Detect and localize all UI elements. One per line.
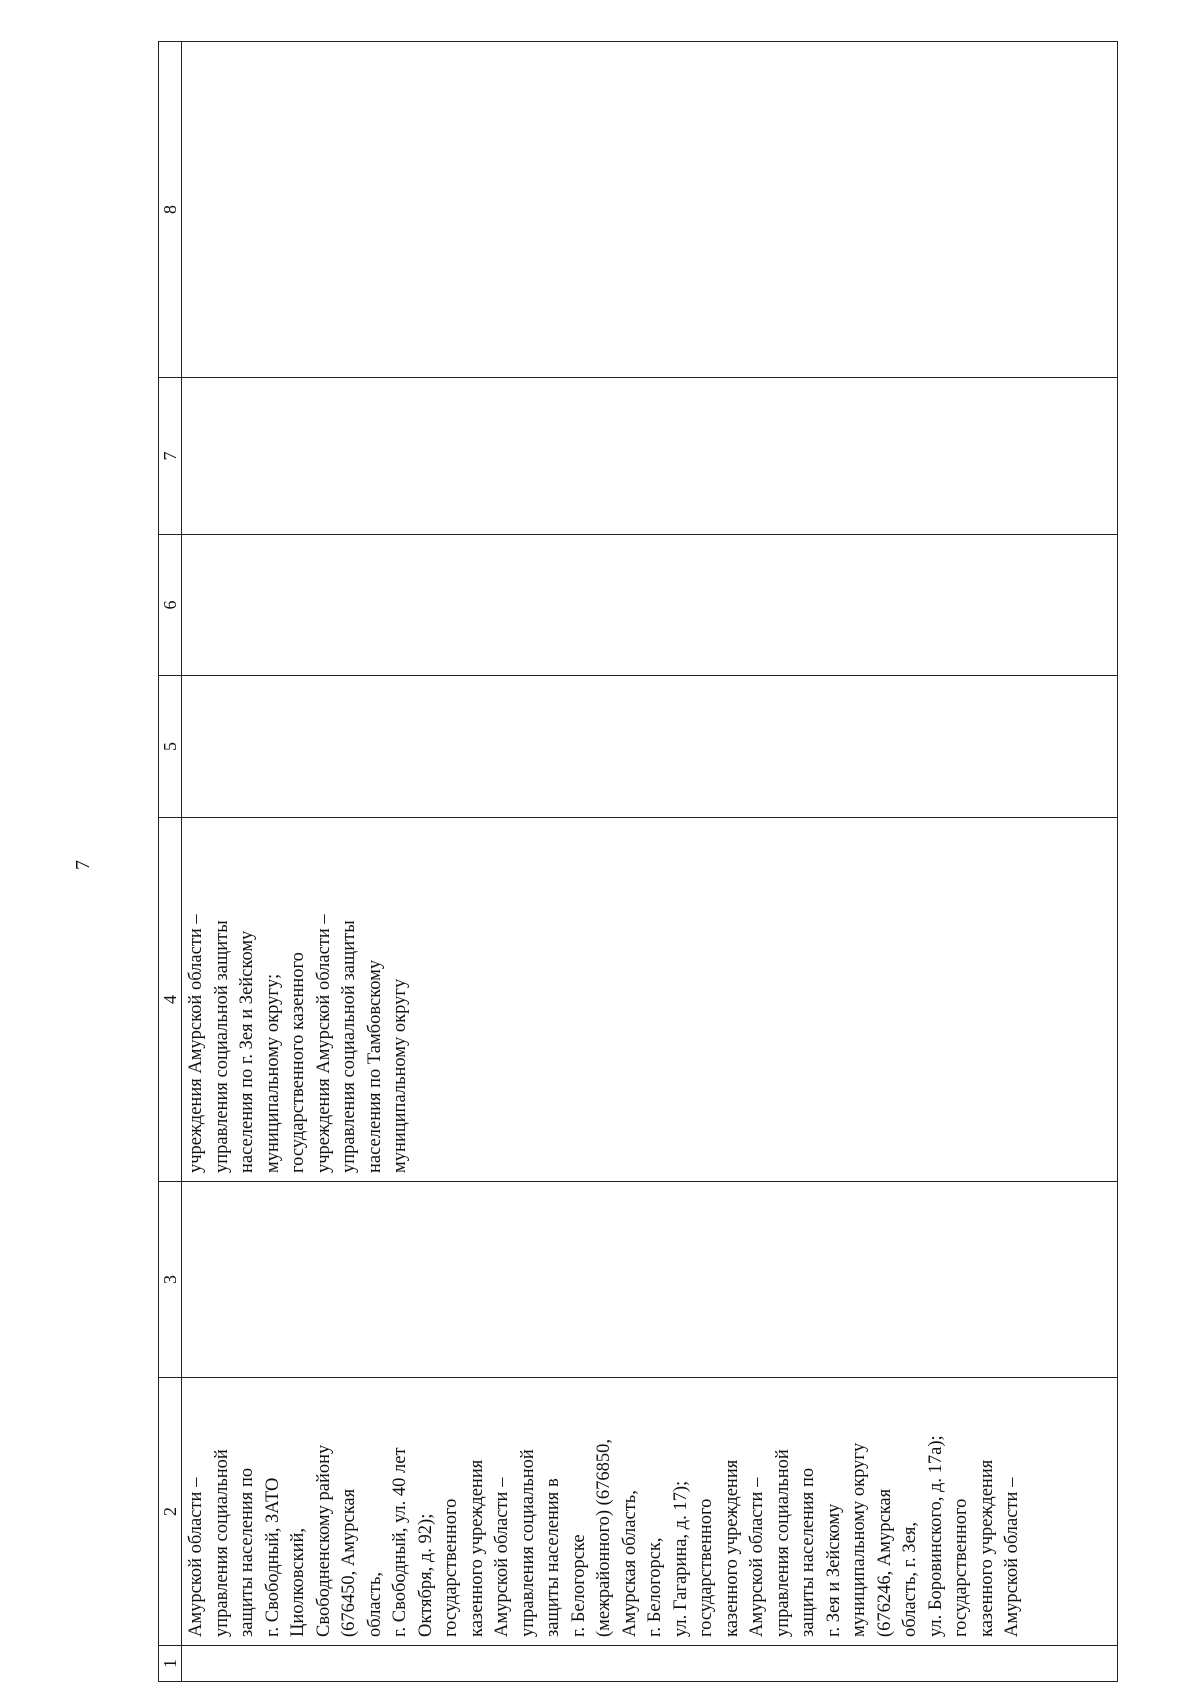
column-header: 5 <box>159 676 182 818</box>
column-header: 6 <box>159 535 182 676</box>
table-cell-col5 <box>182 676 1118 818</box>
column-header: 3 <box>159 1182 182 1378</box>
column-header: 4 <box>159 818 182 1182</box>
table-cell-col1 <box>182 1646 1118 1682</box>
table-cell-col3 <box>182 1182 1118 1378</box>
column-header: 2 <box>159 1378 182 1646</box>
page-number: 7 <box>72 860 94 870</box>
cell-text: учреждения Амурской области – управления социальной защиты населения по г. Зея и Зейскому муниципальному округу; государственного казенного учреждения Амурской области – управления социальной защиты населения по Тамбовскому муниципальному округу <box>186 914 410 1173</box>
table-cell-col2 <box>182 1378 1118 1646</box>
cell-text: Амурской области – управления социальной защиты населения по г. Свободный, ЗАТО Циолковский, Свободненскому району (676450, Амурская область, г. Свободный, ул. 40 лет Октября, д. 92); государственного казенного учреждения Амурской области – управления социальной защиты населения в г. Белогорске (межрайонного) (676850, Амурская область, г. Белогорск, ул. Гагарина, д. 17); государственного казенного учреждения Амурской области – управления социальной защиты населения по г. Зея и Зейскому муниципальному округу (676246, Амурская область, г. Зея, ул. Боровинского, д. 17а); государственного казенного учреждения Амурской области – <box>186 1435 1022 1637</box>
table-cell-col4 <box>182 818 1118 1182</box>
table-cell-col8 <box>182 42 1118 378</box>
table-cell-col6 <box>182 535 1118 676</box>
column-header: 1 <box>159 1646 182 1682</box>
column-header: 7 <box>159 378 182 535</box>
table-cell-col7 <box>182 378 1118 535</box>
table-header-row <box>159 42 182 1682</box>
document-table <box>158 41 1118 1682</box>
column-header: 8 <box>159 42 182 378</box>
table-row <box>182 42 1118 1682</box>
rotated-table-container <box>158 42 1118 1682</box>
